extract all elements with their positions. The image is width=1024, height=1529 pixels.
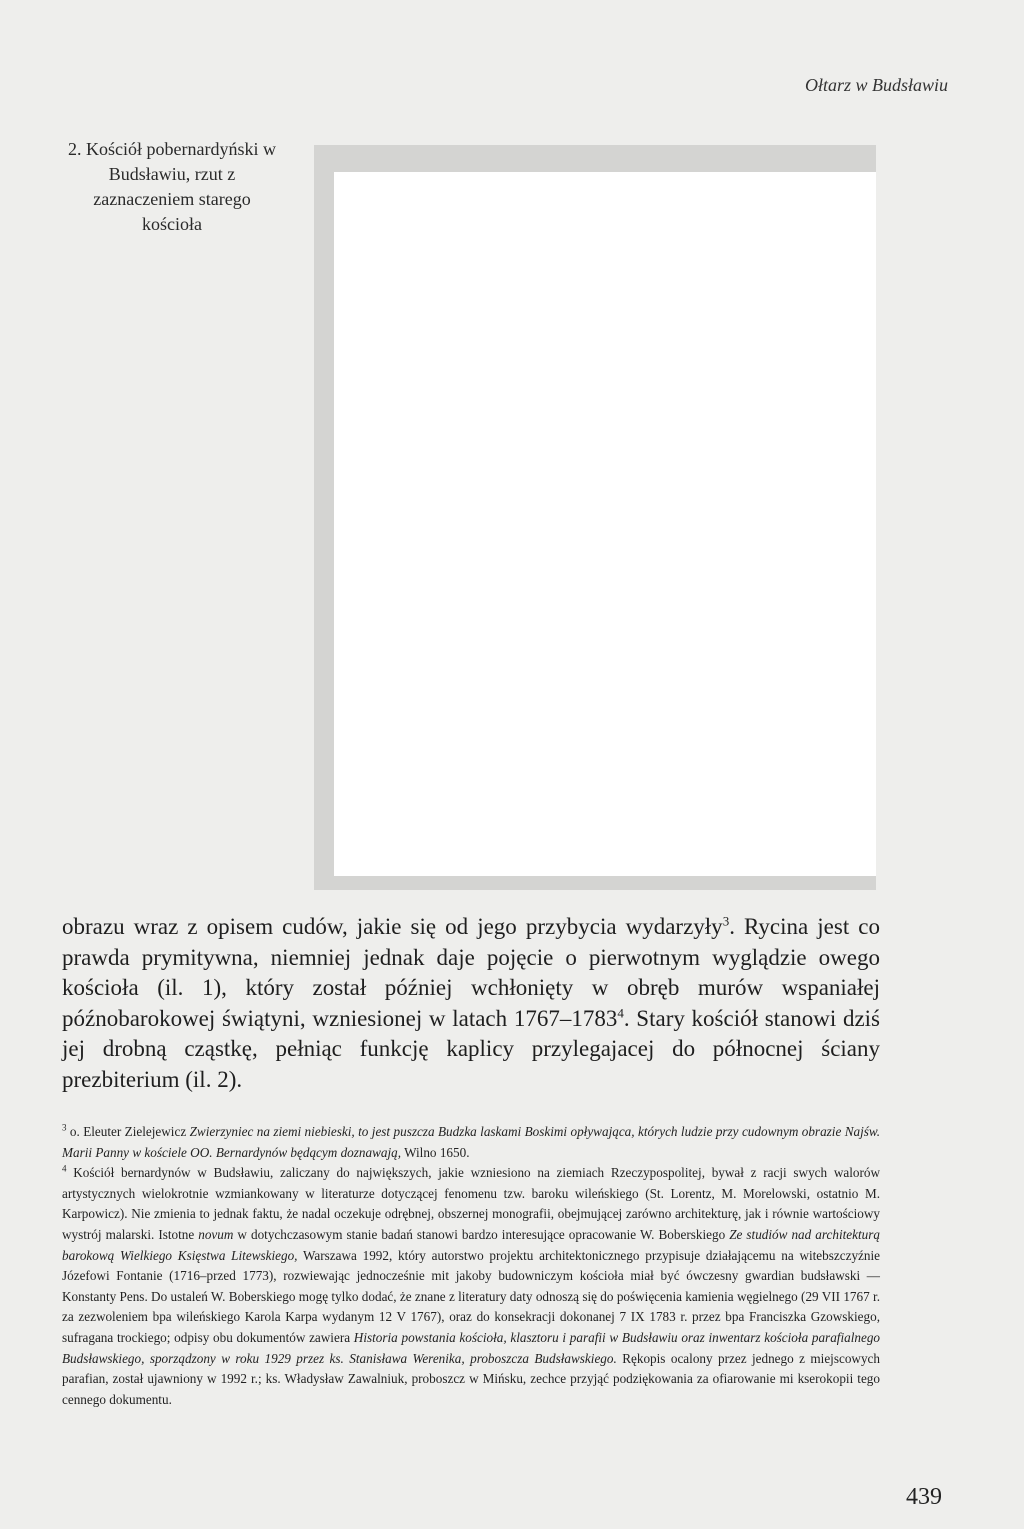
footnote-ref: 3 [722,913,730,929]
footnote-text: o. Eleuter Zielejewicz [66,1124,190,1139]
body-paragraph [62,912,880,1096]
footnote-title: Zwierzyniec na ziemi niebieski, to jest puszcza Budzka laskami Boskimi opływająca, których ludzie przy cudownym obrazie Najśw. Marii Panny w kościele OO. Bernardynów będącym doznawają, [62,1124,881,1160]
body-text-part: obrazu wraz z opisem cudów, jakie się od jego przybycia wydarzyły [62,914,723,939]
footnote-text: Kościół bernardynów w Budsławiu, zaliczany do największych, jakie wzniesiono na ziemiach Rzeczypospolitej, bywał z racji swych walorów artystycznych wielokrotnie wzmiankowany w literaturze dotyczącej fenomenu tzw. baroku wileńskiego (St. Lorentz, M. Morelowski, ostatnio M. Karpowicz). Nie zmienia to jednak faktu, że nadal oczekuje odrębnej, obszernej monografii, obejmującej zarówno architekturę, jak i równie wartościowy wystrój malarski. Istotne [62,1165,880,1242]
footnote-3 [62,1122,880,1163]
footnote-text: Wilno 1650. [401,1144,470,1160]
running-header: Ołtarz w Budsławiu [804,75,948,95]
footnotes [62,1122,880,1410]
footnote-ref: 4 [617,1005,624,1021]
footnote-number: 4 [62,1163,67,1174]
figure-image [334,172,876,876]
footnote-number: 3 [62,1122,67,1133]
body-text-part: . Stary kościół stanowi dziś jej drobną cząstkę, pełniąc funkcję kaplicy przylegajacej do północnej ściany prezbiterium (il. 2). [62,1005,880,1092]
footnote-4 [62,1163,880,1410]
footnote-text: Rękopis ocalony przez jednego z miejscowych parafian, został ujawniony w 1992 r.; ks. Władysław Zawalniuk, proboszcz w Mińsku, zechce przyjąć podziękowania za ofiarowanie mi kserokopii tego cennego dokumentu. [62,1350,880,1407]
footnote-text: Warszawa 1992, który autorstwo projektu architektonicznego przypisuje działającemu na witebszczyźnie Józefowi Fontanie (1716–przed 1773), rozwiewając jednocześnie mit jakoby budowniczym kościoła miał być ówczesny gwardian budsławski — Konstanty Pens. Do ustaleń W. Boberskiego mogę tylko dodać, że znane z literatury daty odnoszą się do poświęcenia kamienia węgielnego (29 VII 1767 r. za zezwoleniem bpa wileńskiego Karola Karpa wydanym 12 V 1767), oraz do konsekracji dokonanej 7 IX 1783 r. przez bpa Franciszka Gzowskiego, sufragana trockiego; odpisy obu dokumentów zawiera [62,1247,881,1345]
footnote-text: w dotychczasowym stanie badań stanowi bardzo interesujące opracowanie W. Boberskiego [233,1226,730,1242]
footnote-title: Ze studiów nad architekturą barokową Wielkiego Księstwa Litewskiego, [62,1226,880,1263]
page-number: 439 [906,1484,942,1510]
body-text-part: . Rycina jest co prawda prymitywna, niemniej jednak daje pojęcie o pierwotnym wyglądzie owego kościoła (il. 1), który został później wchłonięty w obręb murów wspaniałej późnobarokowej świątyni, wzniesionej w latach 1767–1783 [62,914,880,1031]
footnote-italic: novum [198,1226,234,1242]
figure-caption: 2. Kościół pobernardyński w Budsławiu, rzut z zaznaczeniem starego kościoła [68,139,276,234]
footnote-title: Historia powstania kościoła, klasztoru i parafii w Budsławiu oraz inwentarz kościoła parafialnego Budsławskiego, sporządzony w roku 1929 przez ks. Stanisława Werenika, proboszcza Budsławskiego. [62,1329,881,1366]
